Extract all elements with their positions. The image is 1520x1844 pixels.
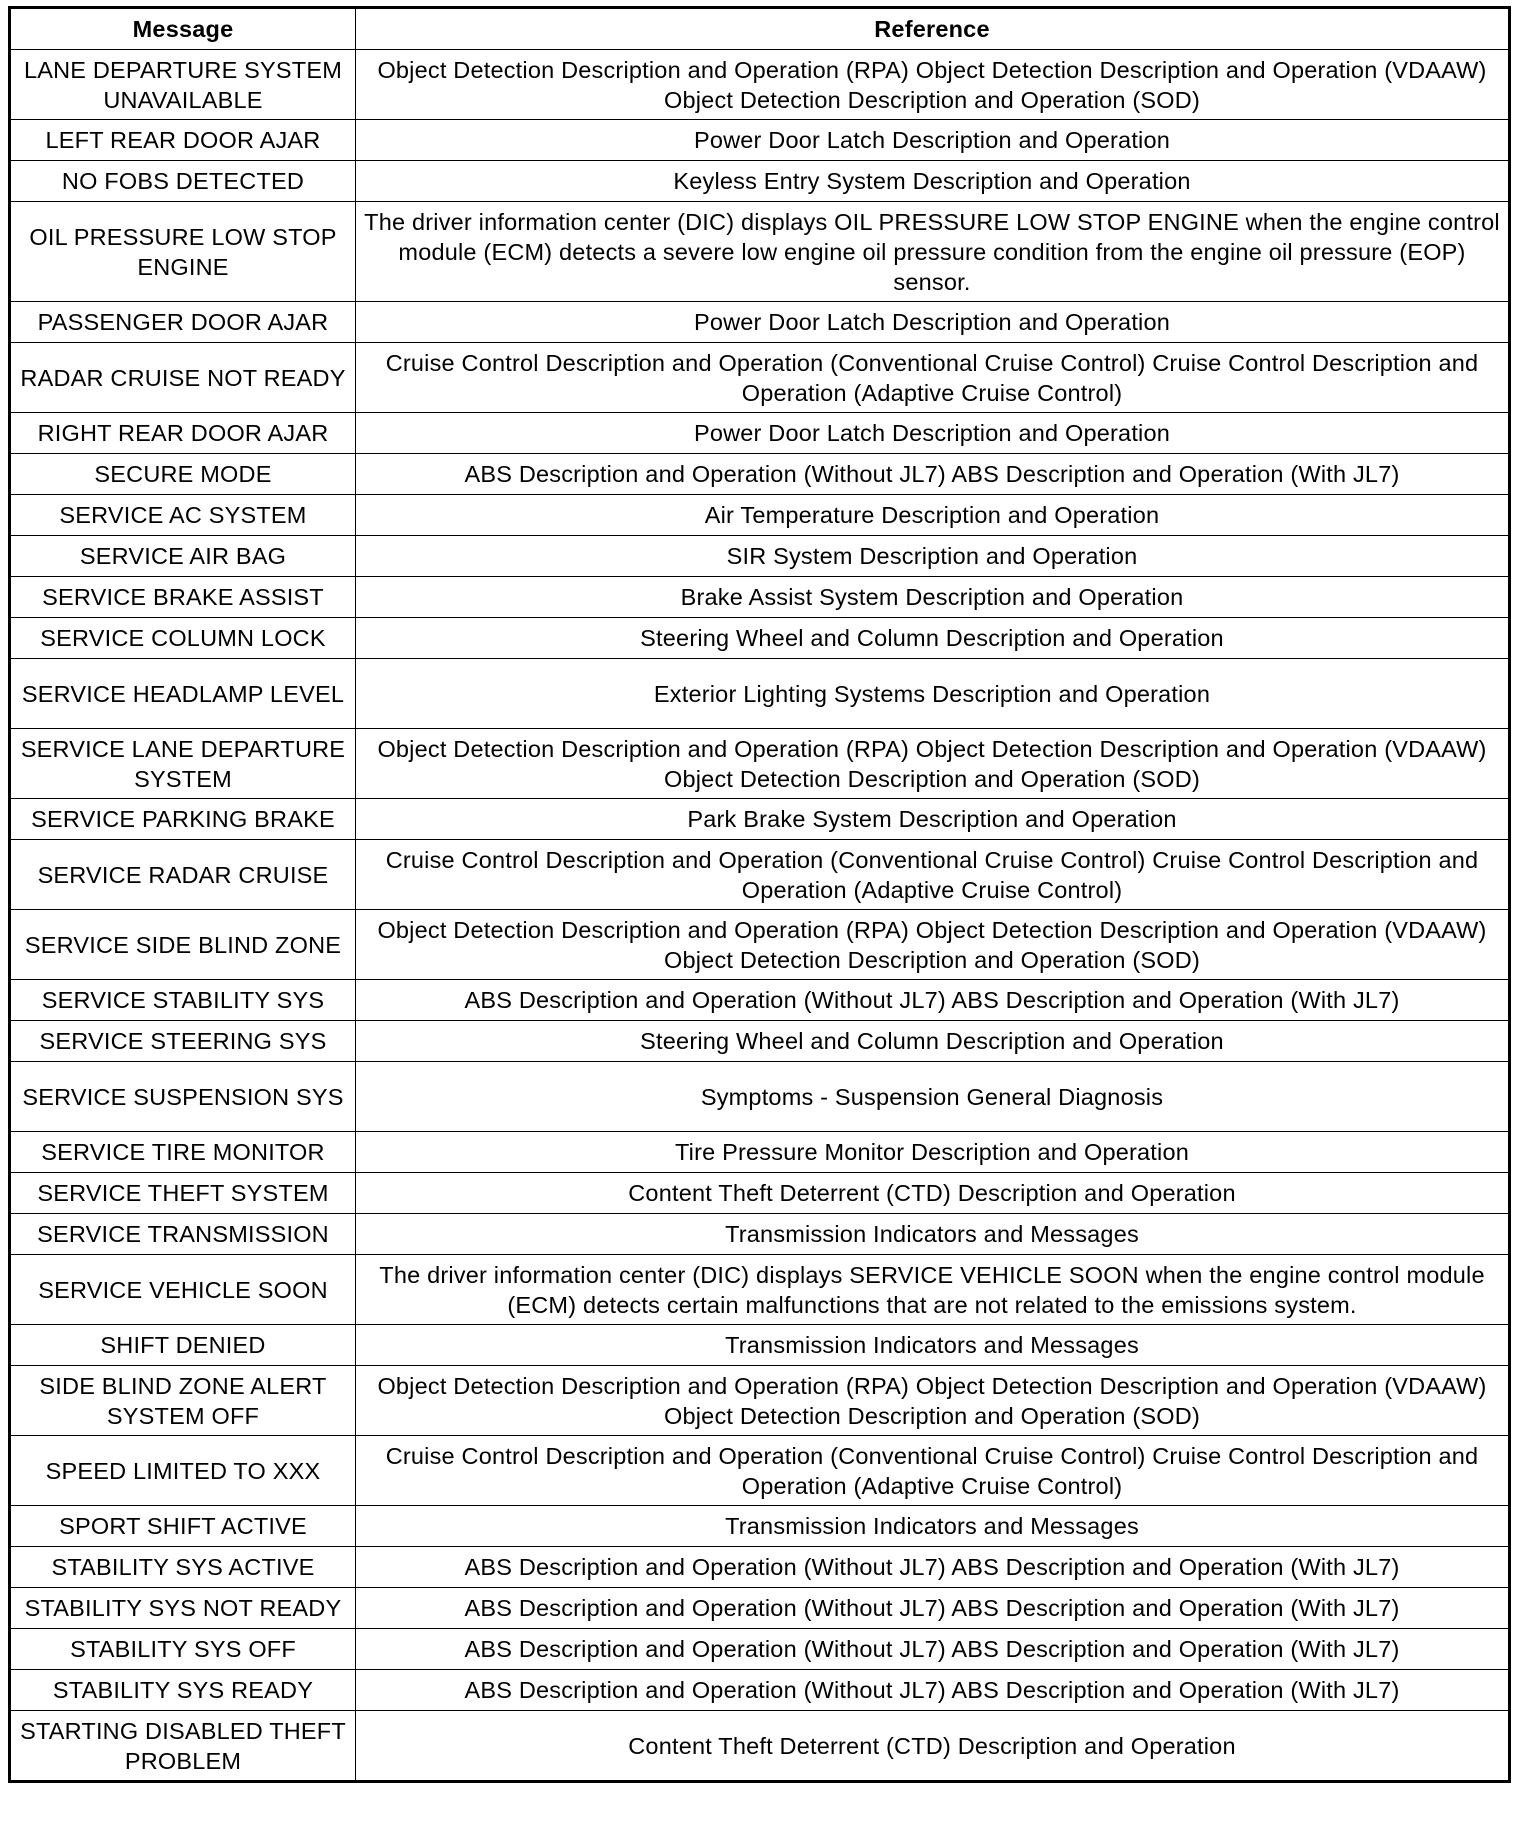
reference-cell: Steering Wheel and Column Description and Operation xyxy=(356,618,1510,659)
message-cell: SERVICE VEHICLE SOON xyxy=(10,1255,356,1325)
table-row xyxy=(10,577,1510,618)
message-cell: SERVICE TRANSMISSION xyxy=(10,1214,356,1255)
reference-cell: Power Door Latch Description and Operation xyxy=(356,302,1510,343)
message-cell: OIL PRESSURE LOW STOP ENGINE xyxy=(10,202,356,302)
table-row xyxy=(10,1670,1510,1711)
reference-cell: Tire Pressure Monitor Description and Operation xyxy=(356,1132,1510,1173)
table-row xyxy=(10,413,1510,454)
table-row xyxy=(10,343,1510,413)
message-cell: SERVICE STEERING SYS xyxy=(10,1021,356,1062)
reference-cell: Transmission Indicators and Messages xyxy=(356,1214,1510,1255)
message-cell: SIDE BLIND ZONE ALERT SYSTEM OFF xyxy=(10,1366,356,1436)
table-row xyxy=(10,618,1510,659)
message-cell: SERVICE BRAKE ASSIST xyxy=(10,577,356,618)
reference-cell: Object Detection Description and Operation (RPA) Object Detection Description and Operation (VDAAW) Object Detection Description and Operation (SOD) xyxy=(356,1366,1510,1436)
reference-cell: ABS Description and Operation (Without JL7) ABS Description and Operation (With JL7) xyxy=(356,1629,1510,1670)
table-row xyxy=(10,454,1510,495)
message-cell: SERVICE TIRE MONITOR xyxy=(10,1132,356,1173)
table-row xyxy=(10,1062,1510,1132)
table-row xyxy=(10,980,1510,1021)
column-header-message: Message xyxy=(10,8,356,50)
message-cell: SERVICE AC SYSTEM xyxy=(10,495,356,536)
table-row xyxy=(10,202,1510,302)
message-cell: LEFT REAR DOOR AJAR xyxy=(10,120,356,161)
table-row xyxy=(10,1711,1510,1782)
message-cell: SERVICE COLUMN LOCK xyxy=(10,618,356,659)
table-row xyxy=(10,840,1510,910)
table-row xyxy=(10,1255,1510,1325)
reference-cell: The driver information center (DIC) displays SERVICE VEHICLE SOON when the engine control module (ECM) detects certain malfunctions that are not related to the emissions system. xyxy=(356,1255,1510,1325)
reference-cell: Symptoms - Suspension General Diagnosis xyxy=(356,1062,1510,1132)
message-cell: SERVICE HEADLAMP LEVEL xyxy=(10,659,356,729)
table-row xyxy=(10,1547,1510,1588)
reference-cell: Steering Wheel and Column Description and Operation xyxy=(356,1021,1510,1062)
table-row xyxy=(10,910,1510,980)
table-row xyxy=(10,161,1510,202)
message-cell: STABILITY SYS READY xyxy=(10,1670,356,1711)
reference-cell: ABS Description and Operation (Without JL7) ABS Description and Operation (With JL7) xyxy=(356,1547,1510,1588)
message-cell: SHIFT DENIED xyxy=(10,1325,356,1366)
reference-cell: SIR System Description and Operation xyxy=(356,536,1510,577)
reference-cell: Power Door Latch Description and Operation xyxy=(356,120,1510,161)
column-header-reference: Reference xyxy=(356,8,1510,50)
reference-cell: Object Detection Description and Operation (RPA) Object Detection Description and Operation (VDAAW) Object Detection Description and Operation (SOD) xyxy=(356,729,1510,799)
message-cell: STABILITY SYS NOT READY xyxy=(10,1588,356,1629)
table-row xyxy=(10,495,1510,536)
table-row xyxy=(10,1325,1510,1366)
reference-cell: ABS Description and Operation (Without JL7) ABS Description and Operation (With JL7) xyxy=(356,454,1510,495)
message-cell: SPORT SHIFT ACTIVE xyxy=(10,1506,356,1547)
table-row xyxy=(10,799,1510,840)
table-row xyxy=(10,536,1510,577)
message-cell: STARTING DISABLED THEFT PROBLEM xyxy=(10,1711,356,1782)
message-cell: SERVICE AIR BAG xyxy=(10,536,356,577)
table-row xyxy=(10,1214,1510,1255)
table-header-row xyxy=(10,8,1510,50)
reference-cell: ABS Description and Operation (Without JL7) ABS Description and Operation (With JL7) xyxy=(356,1588,1510,1629)
table-row xyxy=(10,1021,1510,1062)
message-cell: RADAR CRUISE NOT READY xyxy=(10,343,356,413)
message-cell: STABILITY SYS ACTIVE xyxy=(10,1547,356,1588)
reference-cell: Power Door Latch Description and Operation xyxy=(356,413,1510,454)
table-row xyxy=(10,1506,1510,1547)
message-cell: NO FOBS DETECTED xyxy=(10,161,356,202)
message-cell: SERVICE STABILITY SYS xyxy=(10,980,356,1021)
message-cell: SERVICE SUSPENSION SYS xyxy=(10,1062,356,1132)
table-row xyxy=(10,729,1510,799)
message-cell: SPEED LIMITED TO XXX xyxy=(10,1436,356,1506)
message-cell: STABILITY SYS OFF xyxy=(10,1629,356,1670)
reference-cell: Exterior Lighting Systems Description and Operation xyxy=(356,659,1510,729)
table-row xyxy=(10,1366,1510,1436)
reference-cell: Object Detection Description and Operation (RPA) Object Detection Description and Operation (VDAAW) Object Detection Description and Operation (SOD) xyxy=(356,50,1510,120)
table-row xyxy=(10,1436,1510,1506)
message-cell: SECURE MODE xyxy=(10,454,356,495)
reference-cell: ABS Description and Operation (Without JL7) ABS Description and Operation (With JL7) xyxy=(356,1670,1510,1711)
table-row xyxy=(10,1132,1510,1173)
message-cell: SERVICE PARKING BRAKE xyxy=(10,799,356,840)
reference-cell: Cruise Control Description and Operation (Conventional Cruise Control) Cruise Control Description and Operation (Adaptive Cruise Control) xyxy=(356,1436,1510,1506)
table-row xyxy=(10,120,1510,161)
reference-cell: Content Theft Deterrent (CTD) Description and Operation xyxy=(356,1711,1510,1782)
message-cell: SERVICE SIDE BLIND ZONE xyxy=(10,910,356,980)
message-cell: SERVICE LANE DEPARTURE SYSTEM xyxy=(10,729,356,799)
reference-cell: Object Detection Description and Operation (RPA) Object Detection Description and Operation (VDAAW) Object Detection Description and Operation (SOD) xyxy=(356,910,1510,980)
reference-cell: Transmission Indicators and Messages xyxy=(356,1325,1510,1366)
message-reference-table xyxy=(8,6,1511,1783)
table-row xyxy=(10,302,1510,343)
reference-cell: Transmission Indicators and Messages xyxy=(356,1506,1510,1547)
table-body xyxy=(10,50,1510,1782)
message-cell: PASSENGER DOOR AJAR xyxy=(10,302,356,343)
message-cell: LANE DEPARTURE SYSTEM UNAVAILABLE xyxy=(10,50,356,120)
reference-cell: Air Temperature Description and Operation xyxy=(356,495,1510,536)
message-cell: SERVICE RADAR CRUISE xyxy=(10,840,356,910)
table-row xyxy=(10,1629,1510,1670)
message-cell: RIGHT REAR DOOR AJAR xyxy=(10,413,356,454)
table-row xyxy=(10,1173,1510,1214)
table-row xyxy=(10,1588,1510,1629)
reference-cell: Brake Assist System Description and Operation xyxy=(356,577,1510,618)
reference-cell: Cruise Control Description and Operation (Conventional Cruise Control) Cruise Control Description and Operation (Adaptive Cruise Control) xyxy=(356,343,1510,413)
reference-cell: Keyless Entry System Description and Operation xyxy=(356,161,1510,202)
table-row xyxy=(10,659,1510,729)
reference-cell: Park Brake System Description and Operation xyxy=(356,799,1510,840)
reference-cell: Content Theft Deterrent (CTD) Description and Operation xyxy=(356,1173,1510,1214)
reference-cell: ABS Description and Operation (Without JL7) ABS Description and Operation (With JL7) xyxy=(356,980,1510,1021)
reference-cell: The driver information center (DIC) displays OIL PRESSURE LOW STOP ENGINE when the engine control module (ECM) detects a severe low engine oil pressure condition from the engine oil pressure (EOP) sensor. xyxy=(356,202,1510,302)
message-cell: SERVICE THEFT SYSTEM xyxy=(10,1173,356,1214)
table-row xyxy=(10,50,1510,120)
reference-cell: Cruise Control Description and Operation (Conventional Cruise Control) Cruise Control Description and Operation (Adaptive Cruise Control) xyxy=(356,840,1510,910)
